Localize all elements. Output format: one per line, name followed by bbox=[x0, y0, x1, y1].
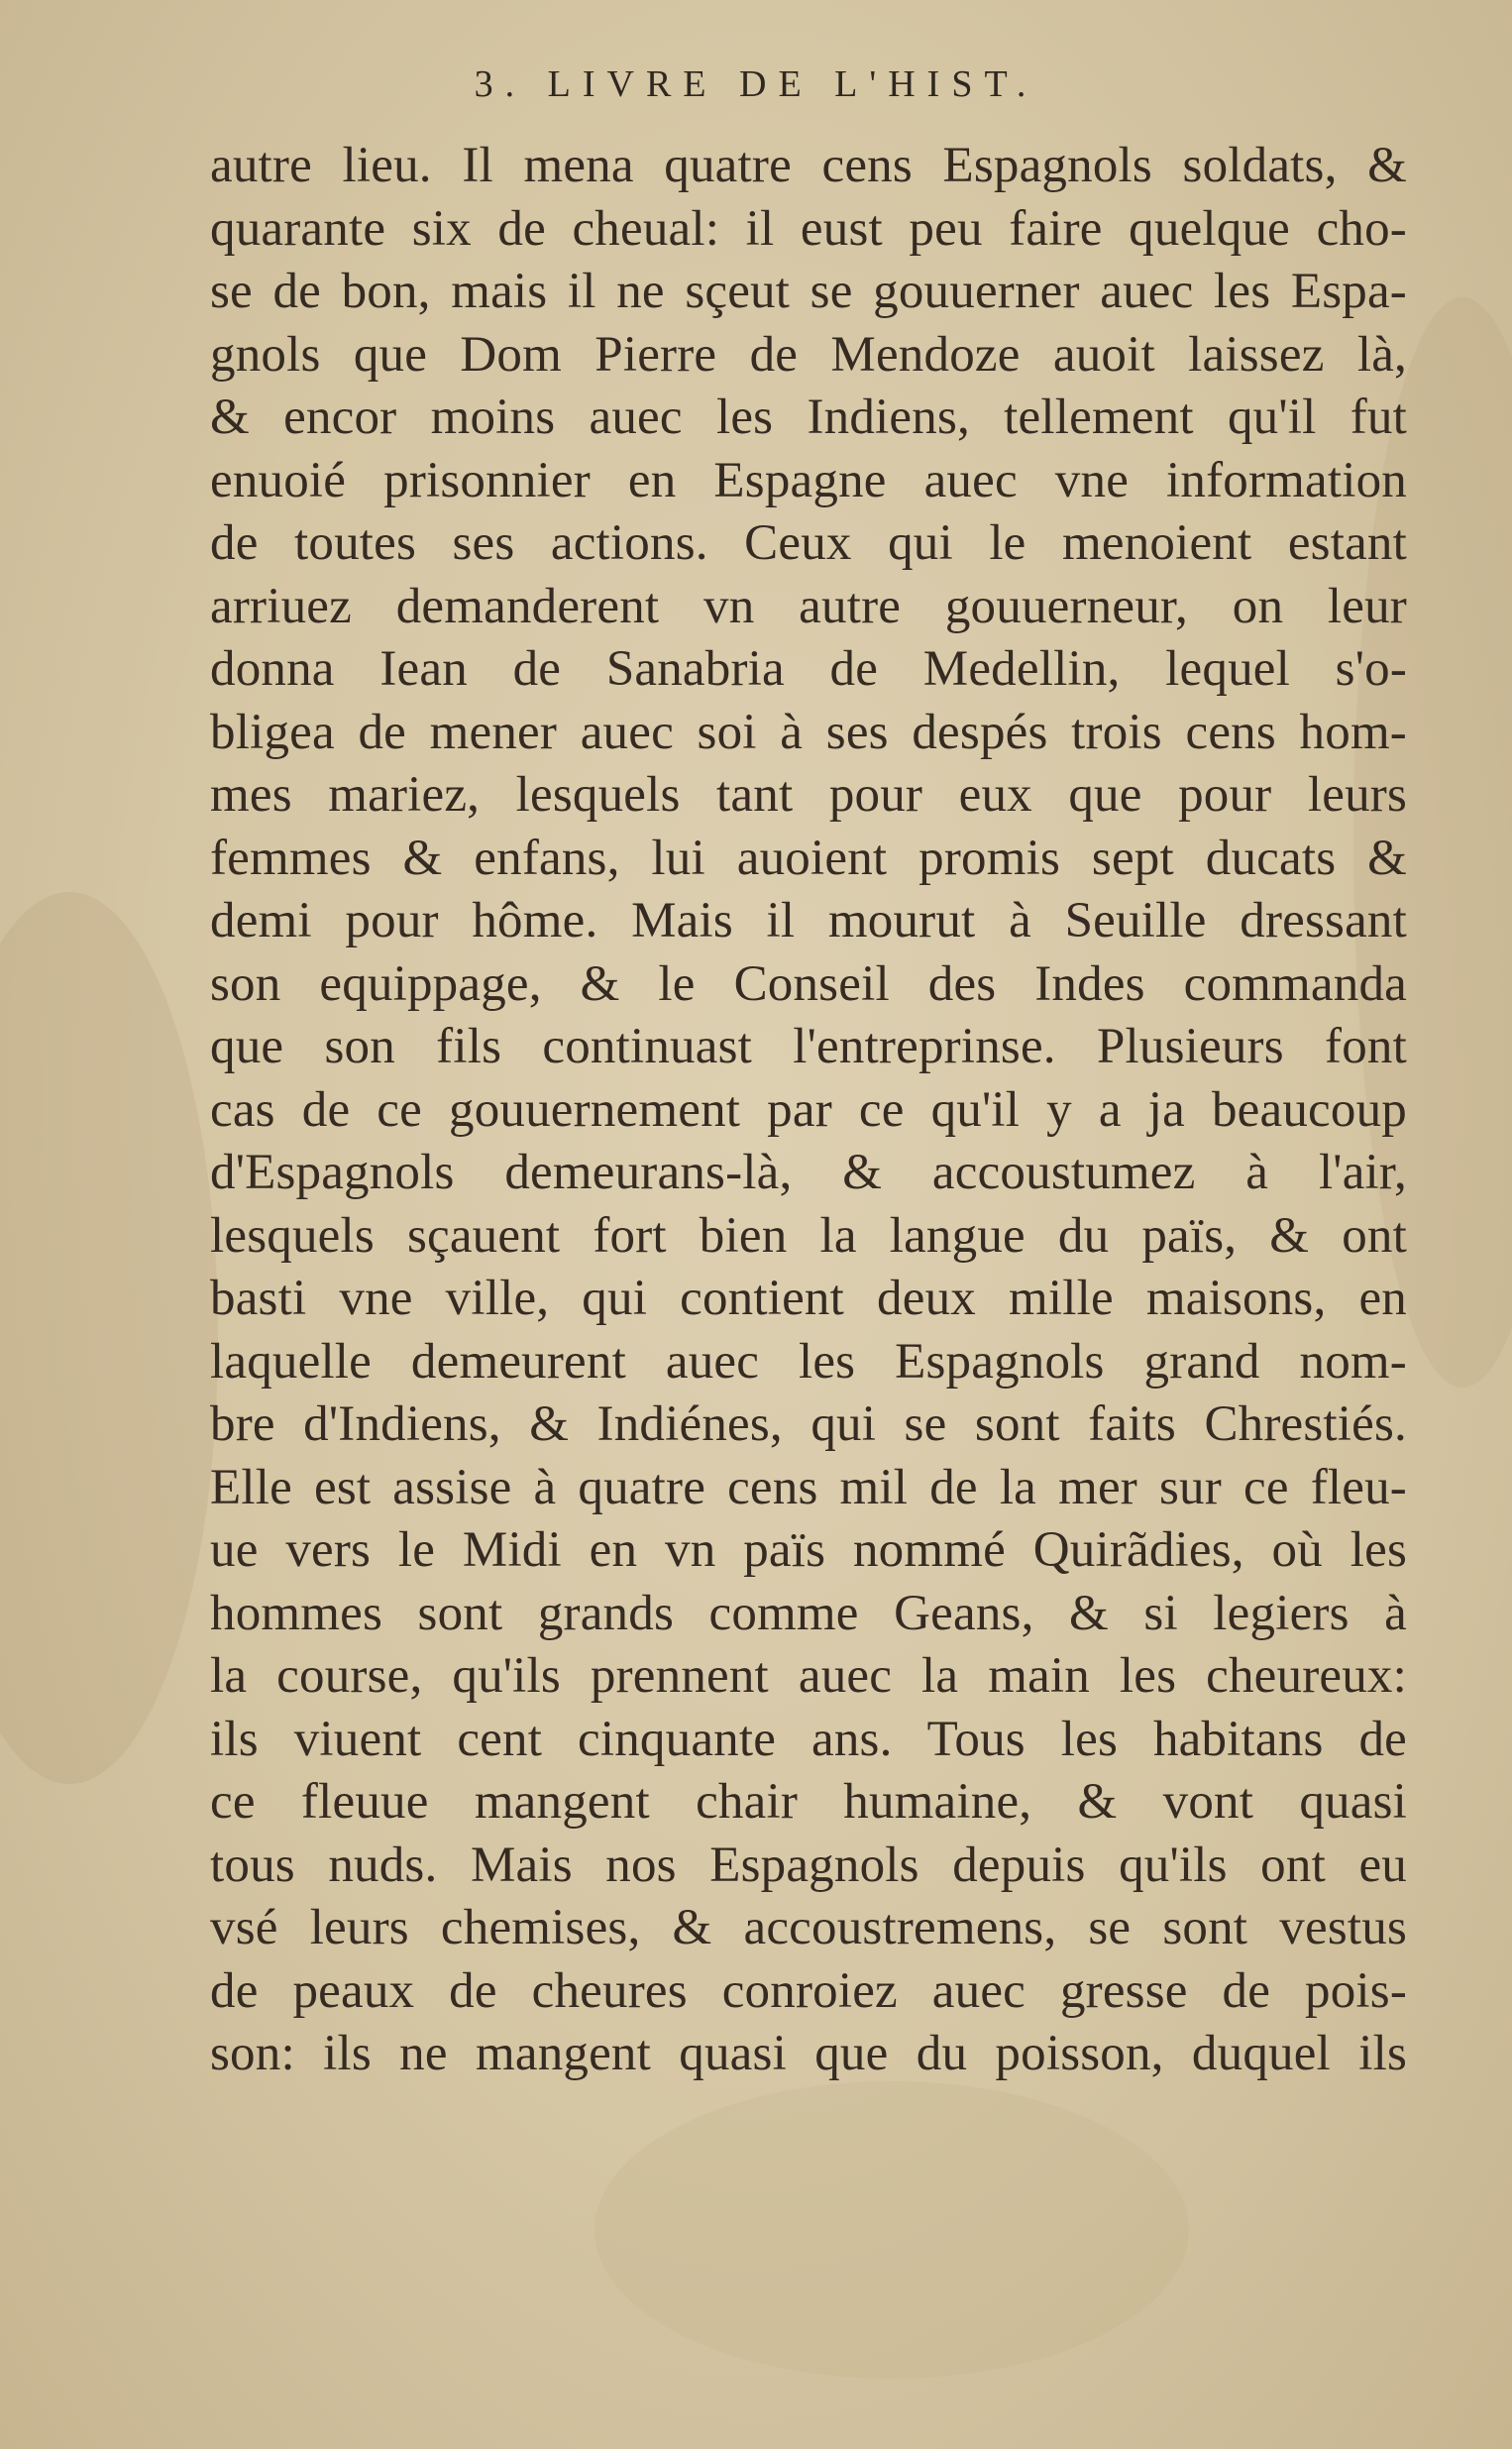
text-line: mes mariez, lesquels tant pour eux que pour leurs bbox=[210, 767, 1407, 823]
text-line: laquelle demeurent auec les Espagnols grand nom- bbox=[210, 1333, 1407, 1390]
paper-stain bbox=[594, 2081, 1189, 2379]
text-line: autre lieu. Il mena quatre cens Espagnols soldats, & bbox=[210, 138, 1407, 193]
text-line: basti vne ville, qui contient deux mille maisons, en bbox=[210, 1271, 1407, 1326]
text-line: bre d'Indiens, & Indiénes, qui se sont faits Chrestiés. bbox=[210, 1396, 1407, 1452]
text-line: se de bon, mais il ne sçeut se gouuerner auec les Espa- bbox=[210, 264, 1407, 319]
text-line: que son fils continuast l'entreprinse. Plusieurs font bbox=[210, 1019, 1407, 1074]
text-line: quarante six de cheual: il eust peu faire quelque cho- bbox=[210, 200, 1407, 257]
text-line: son equippage, & le Conseil des Indes commanda bbox=[210, 955, 1407, 1012]
text-line: ue vers le Midi en vn païs nommé Quirãdies, où les bbox=[210, 1522, 1407, 1578]
text-line: & encor moins auec les Indiens, tellement qu'il fut bbox=[210, 390, 1407, 445]
text-line: gnols que Dom Pierre de Mendoze auoit laissez là, bbox=[210, 326, 1407, 383]
text-line: hommes sont grands comme Geans, & si legiers à bbox=[210, 1585, 1407, 1641]
running-head: 3. LIVRE DE L'HIST. bbox=[474, 63, 1038, 105]
paper-stain bbox=[0, 892, 218, 1784]
text-line: enuoié prisonnier en Espagne auec vne information bbox=[210, 452, 1407, 508]
text-line: bligea de mener auec soi à ses despés trois cens hom- bbox=[210, 704, 1407, 760]
text-line: donna Iean de Sanabria de Medellin, lequel s'o- bbox=[210, 641, 1407, 697]
text-line: arriuez demanderent vn autre gouuerneur, on leur bbox=[210, 578, 1407, 634]
text-line: d'Espagnols demeurans-là, & accoustumez à l'air, bbox=[210, 1145, 1407, 1200]
text-line: de toutes ses actions. Ceux qui le menoient estant bbox=[210, 515, 1407, 571]
body-text bbox=[210, 135, 1407, 2086]
text-line: Elle est assise à quatre cens mil de la mer sur ce fleu- bbox=[210, 1459, 1407, 1515]
text-line: ce fleuue mangent chair humaine, & vont quasi bbox=[210, 1774, 1407, 1830]
text-line: vsé leurs chemises, & accoustremens, se sont vestus bbox=[210, 1900, 1407, 1955]
text-line: de peaux de cheures conroiez auec gresse de pois- bbox=[210, 1962, 1407, 2019]
text-line: son: ils ne mangent quasi que du poisson, duquel ils bbox=[210, 2026, 1407, 2081]
text-line: cas de ce gouuernement par ce qu'il y a ja beaucoup bbox=[210, 1081, 1407, 1138]
text-line: lesquels sçauent fort bien la langue du païs, & ont bbox=[210, 1207, 1407, 1264]
text-line: femmes & enfans, lui auoient promis sept ducats & bbox=[210, 830, 1407, 886]
text-line: la course, qu'ils prennent auec la main les cheureux: bbox=[210, 1648, 1407, 1704]
text-line: demi pour hôme. Mais il mourut à Seuille dressant bbox=[210, 893, 1407, 948]
text-line: tous nuds. Mais nos Espagnols depuis qu'ils ont eu bbox=[210, 1837, 1407, 1893]
text-line: ils viuent cent cinquante ans. Tous les habitans de bbox=[210, 1711, 1407, 1767]
